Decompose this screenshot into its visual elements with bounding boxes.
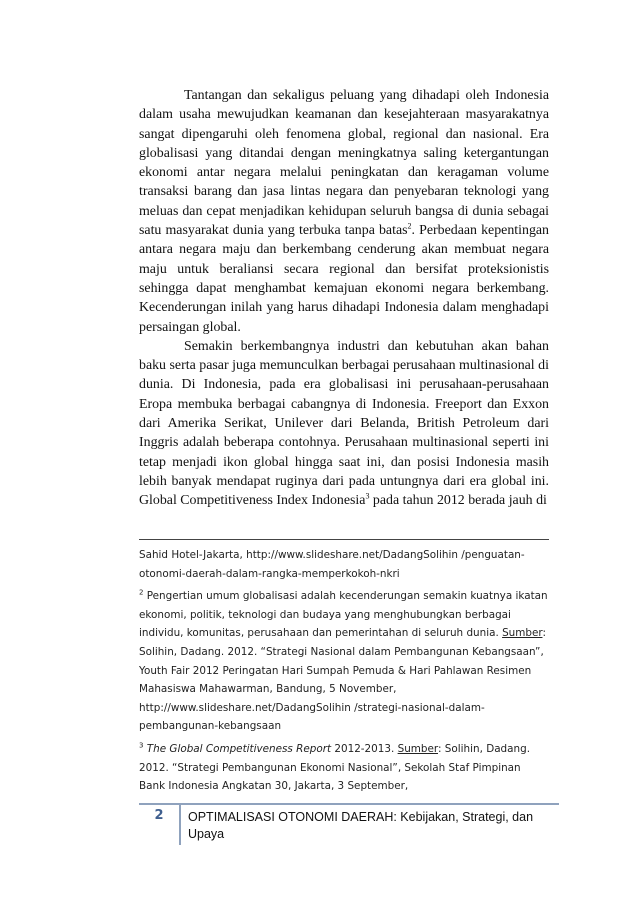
source-label: Sumber: [397, 742, 438, 755]
footnote-3-number: 3: [139, 741, 144, 750]
paragraph-1: Tantangan dan sekaligus peluang yang dihadapi oleh Indonesia dalam usaha mewujudkan keamanan dan kesejahteraan masyarakatnya sangat dipengaruhi oleh fenomena global, regional dan nasional. Era globalisasi yang ditandai dengan meningkatnya saling ketergantungan ekonomi antar negara melalui peningkatan dan keragaman volume transaksi barang dan jasa lintas negara dan penyebaran teknologi yang meluas dan cepat menjadikan kehidupan seluruh bangsa di dunia sebagai satu masyarakat dunia yang terbuka tanpa batas$^2$. Perbedaan kepentingan antara negara maju dan berkembang cenderung akan membuat negara maju untuk beraliansi secara regional dan bersifat proteksionistis sehingga dapat menghambat kemajuan ekonomi negara berkembang. Kecenderungan inilah yang harus dihadapi Indonesia dalam menghadapi persaingan global.: [139, 88, 549, 335]
paragraph-2: Semakin berkembangnya industri dan kebutuhan akan bahan baku serta pasar juga memunculkan berbagai perusahaan multinasional di dunia. Di Indonesia, pada era globalisasi ini perusahaan-perusahaan Eropa membuka berbagai cabangnya di Indonesia. Freeport dan Exxon dari Amerika Serikat, Unilever dari Belanda, British Petroleum dari Inggris adalah beberapa contohnya. Perusahaan multinasional seperti ini tetap menjadi ikon global hingga saat ini, dan posisi Indonesia masih lebih banyak mendapat ruginya dari pada untungnya dari era global ini. Global Competitiveness Index Indonesia$^3$ pada tahun 2012 berada jauh di: [139, 338, 549, 509]
source-label: Sumber: [502, 627, 543, 640]
body-text: [139, 86, 549, 511]
footnotes: [139, 546, 549, 800]
footnote-2-number: 2: [139, 588, 144, 597]
footnote-ref-2[interactable]: 2: [407, 221, 412, 231]
footnote-2: $^2$ Pengertian umum globalisasi adalah kecenderungan semakin kuatnya ikatan ekonomi, politik, teknologi dan budaya yang menghubungkan berbagai individu, komunitas, perusahaan dan pemerintahan di seluruh dunia. Sumber: Solihin, Dadang. 2012. “Strategi Nasional dalam Pembangunan Kebangsaan”, Youth Fair 2012 Peringatan Hari Sumpah Pemuda & Hari Pahlawan Resimen Mahasiswa Mahawarman, Bandung, 5 November, http://www.slideshare.net/DadangSolihin /strategi-nasional-dalam-pembangunan-kebangsaan: [139, 588, 548, 733]
footnote-separator: [139, 539, 549, 540]
footnote-continuation: Sahid Hotel-Jakarta, http://www.slideshare.net/DadangSolihin /penguatan-otonomi-daerah-dalam-rangka-memperkokoh-nkri: [139, 549, 525, 580]
footnote-3: $^3$ The Global Competitiveness Report 2012-2013. Sumber: Solihin, Dadang. 2012. “Strategi Pembangunan Ekonomi Nasional”, Sekolah Staf Pimpinan Bank Indonesia Angkatan 30, Jakarta, 3 September,: [139, 741, 531, 793]
book-title: OPTIMALISASI OTONOMI DAERAH: Kebijakan, Strategi, dan Upaya: [188, 810, 534, 841]
page-footer: [139, 803, 559, 845]
report-title: The Global Competitiveness Report: [143, 742, 332, 755]
footnote-ref-3[interactable]: 3: [365, 491, 370, 501]
page-number: 2: [139, 805, 181, 845]
